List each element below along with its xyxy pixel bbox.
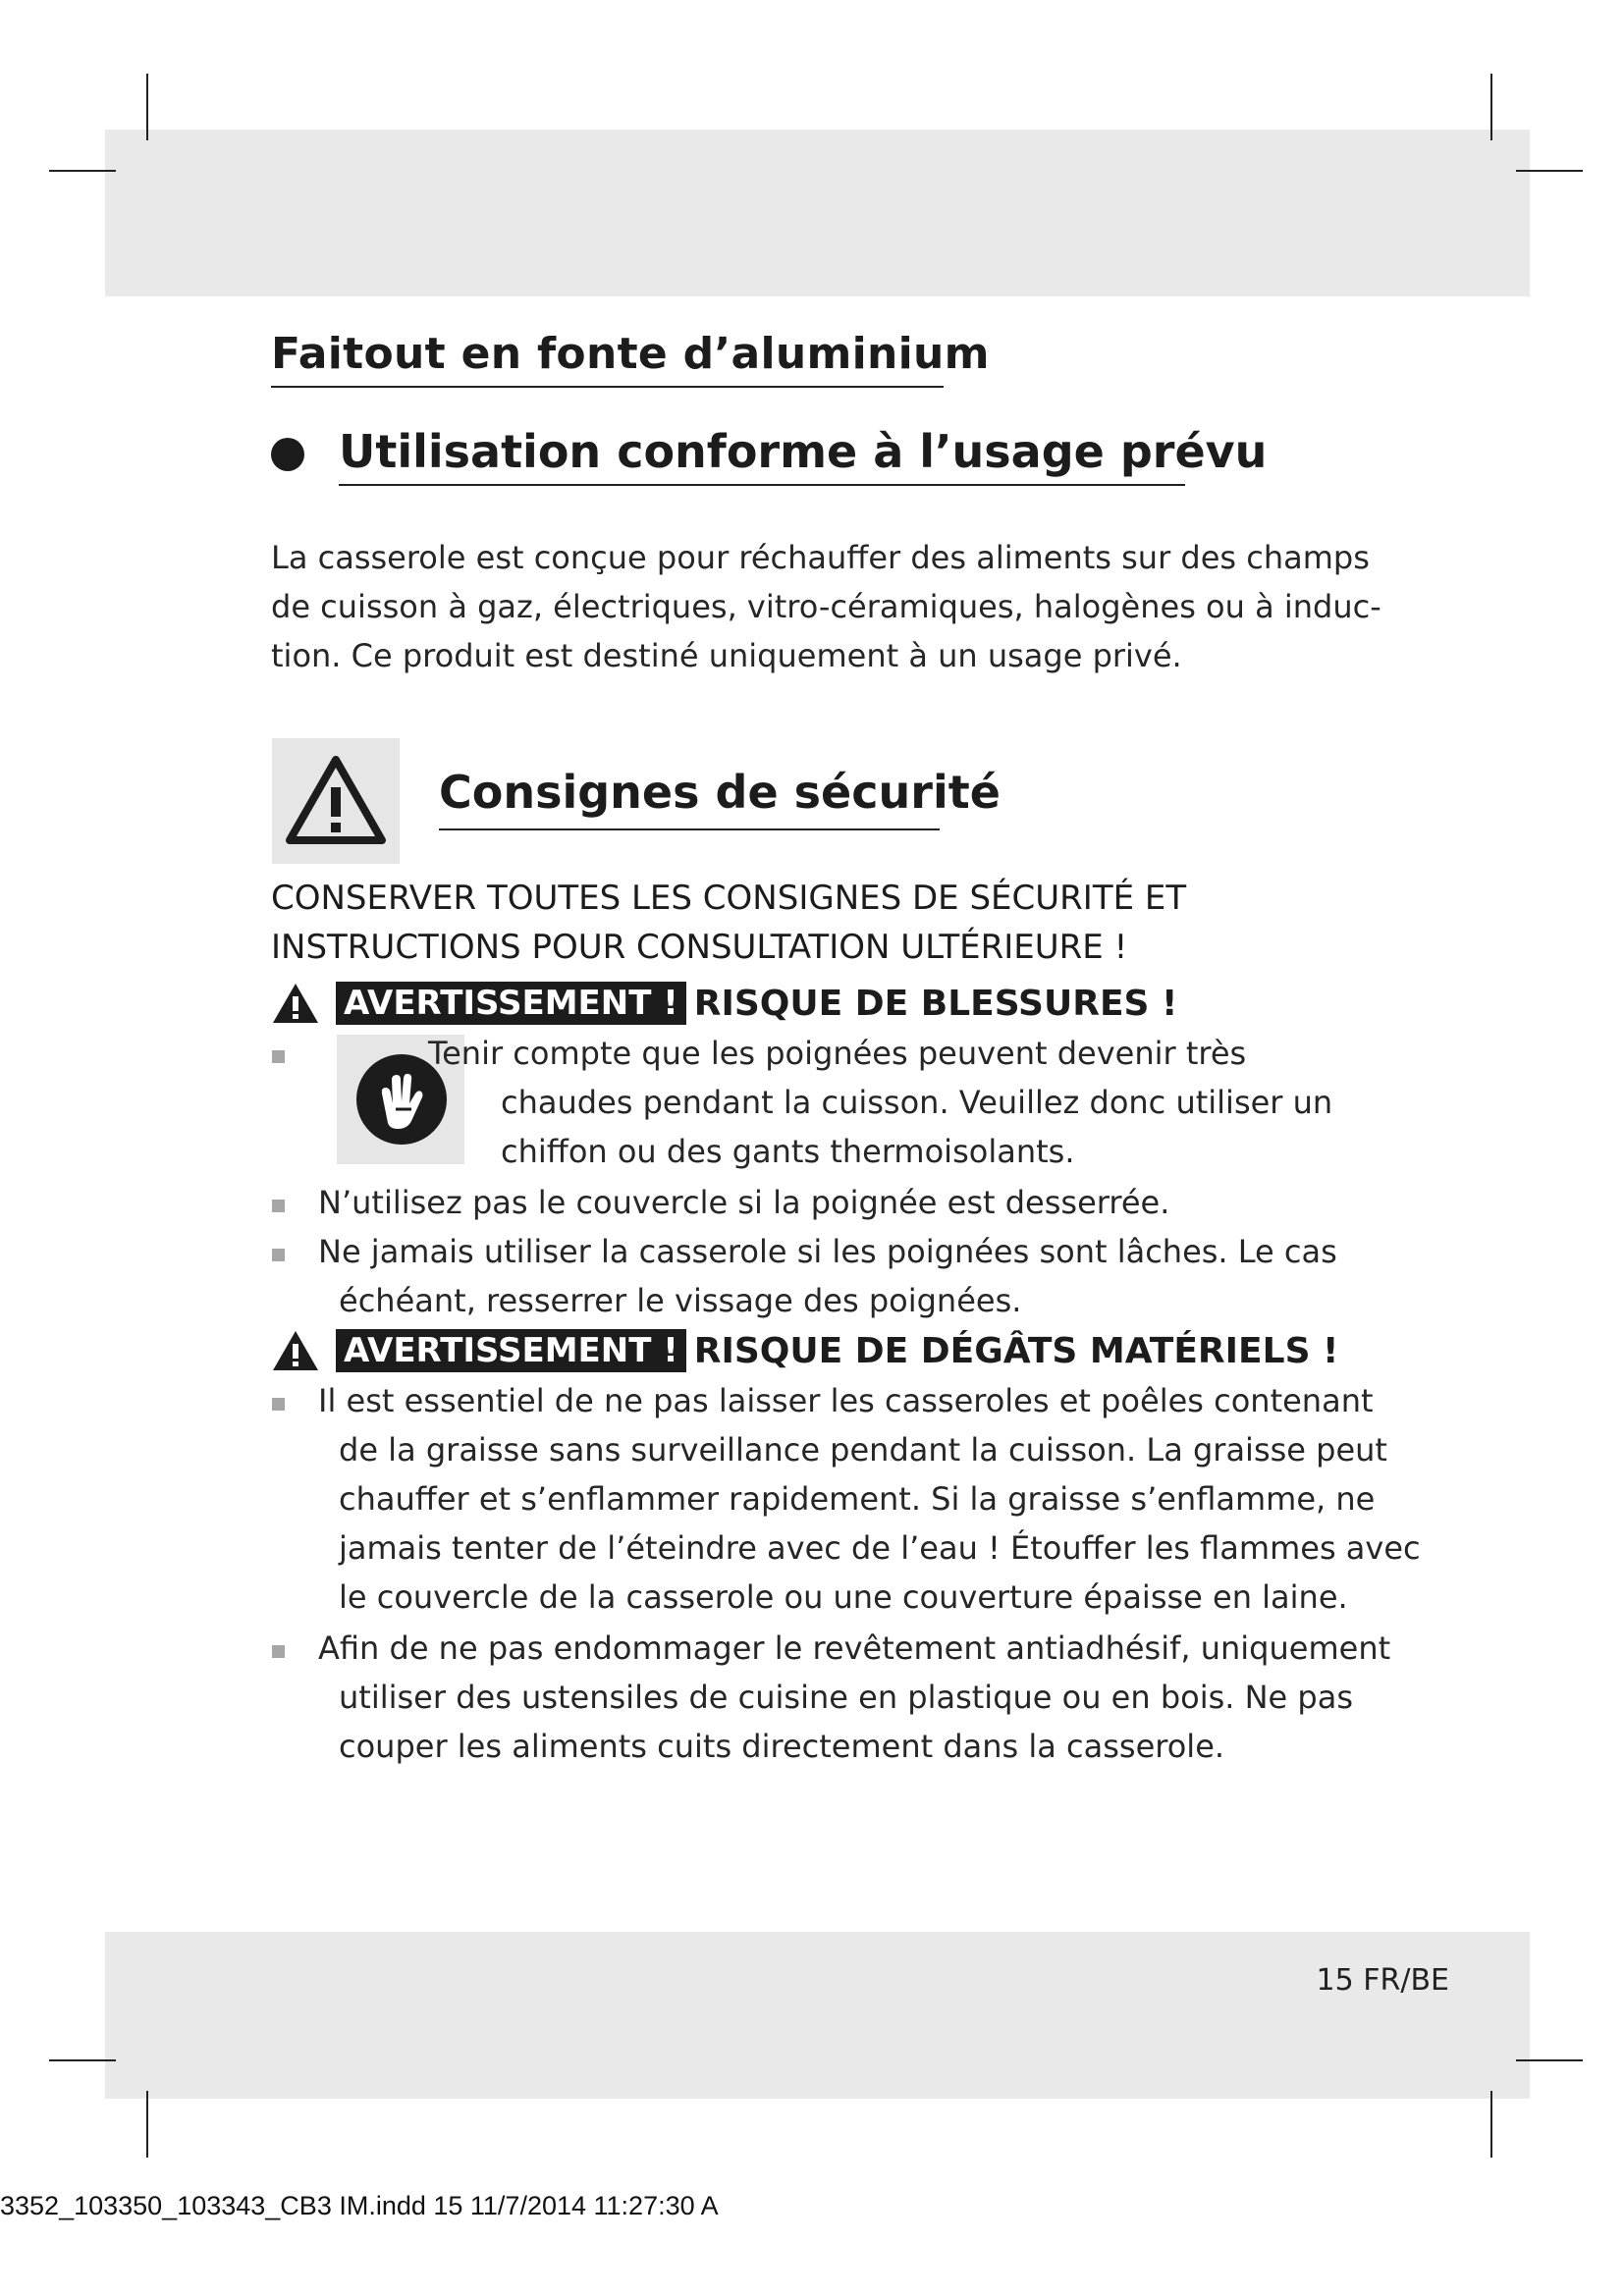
- keep-instructions-text: [271, 874, 1186, 972]
- bullet-text: Tenir compte que les poignées peuvent devenir très: [428, 1035, 1247, 1072]
- bullet-icon: [272, 1050, 285, 1063]
- warning-triangle-icon: [271, 982, 320, 1025]
- intro-line: La casserole est conçue pour réchauffer des aliments sur des champs: [271, 539, 1370, 576]
- bullet-text: chiffon ou des gants thermoisolants.: [501, 1133, 1075, 1170]
- section-underline: [339, 484, 1185, 486]
- warning-risk: RISQUE DE DÉGÂTS MATÉRIELS !: [693, 1330, 1339, 1371]
- warning-risk: RISQUE DE BLESSURES !: [693, 983, 1178, 1024]
- bullet-text: échéant, resserrer le vissage des poignées.: [339, 1282, 1022, 1319]
- footer-band: [105, 1932, 1530, 2099]
- section-title: Utilisation conforme à l’usage prévu: [339, 425, 1268, 478]
- crop-mark: [49, 2059, 116, 2061]
- warning-label: AVERTISSEMENT !: [336, 982, 686, 1025]
- crop-mark: [49, 170, 116, 172]
- safety-title: Consignes de sécurité: [439, 766, 1001, 819]
- bullet-icon: [272, 1398, 285, 1411]
- safety-underline: [439, 828, 940, 830]
- intro-paragraph: [271, 533, 1381, 680]
- bullet-text: Ne jamais utiliser la casserole si les poignées sont lâches. Le cas: [318, 1233, 1337, 1270]
- warning-triangle-icon: [271, 1329, 320, 1372]
- bullet-text: utiliser des ustensiles de cuisine en plastique ou en bois. Ne pas: [339, 1679, 1353, 1716]
- title-underline: [271, 386, 944, 388]
- bullet-icon: [272, 1645, 285, 1658]
- warning-triangle-icon: [272, 738, 400, 864]
- bullet-text: le couvercle de la casserole ou une couverture épaisse en laine.: [339, 1578, 1348, 1616]
- intro-line: de cuisson à gaz, électriques, vitro-céramiques, halogènes ou à induc-: [271, 588, 1381, 625]
- bullet-text: Afin de ne pas endommager le revêtement antiadhésif, uniquement: [318, 1629, 1391, 1667]
- bullet-text: chauffer et s’enflammer rapidement. Si la graisse s’enflamme, ne: [339, 1480, 1376, 1518]
- bullet-text: N’utilisez pas le couvercle si la poignée est desserrée.: [318, 1184, 1170, 1221]
- crop-mark: [1490, 2091, 1492, 2158]
- crop-mark: [146, 74, 148, 140]
- crop-mark: [1516, 170, 1583, 172]
- crop-mark: [146, 2091, 148, 2158]
- intro-line: tion. Ce produit est destiné uniquement à un usage privé.: [271, 637, 1182, 674]
- crop-mark: [1490, 74, 1492, 140]
- bullet-icon: [272, 1249, 285, 1261]
- warning-damage: [271, 1327, 1338, 1374]
- print-slug: 3352_103350_103343_CB3 IM.indd 15 11/7/2014 11:27:30 A: [0, 2191, 719, 2220]
- bullet-text: chaudes pendant la cuisson. Veuillez donc utiliser un: [501, 1084, 1333, 1121]
- page-number: 15 FR/BE: [1316, 1963, 1449, 1998]
- section-bullet-icon: [271, 438, 304, 471]
- bullet-text: Il est essentiel de ne pas laisser les casseroles et poêles contenant: [318, 1382, 1374, 1419]
- bullet-text: jamais tenter de l’éteindre avec de l’eau ! Étouffer les flammes avec: [339, 1529, 1421, 1567]
- crop-mark: [1516, 2059, 1583, 2061]
- keep-instructions-line: CONSERVER TOUTES LES CONSIGNES DE SÉCURITÉ ET: [271, 879, 1187, 918]
- bullet-text: couper les aliments cuits directement dans la casserole.: [339, 1728, 1225, 1765]
- bullet-text: de la graisse sans surveillance pendant la cuisson. La graisse peut: [339, 1431, 1387, 1468]
- warning-injury: [271, 980, 1177, 1027]
- warning-label: AVERTISSEMENT !: [336, 1329, 686, 1372]
- header-band: [105, 130, 1530, 296]
- page-title: Faitout en fonte d’aluminium: [271, 329, 990, 379]
- bullet-icon: [272, 1200, 285, 1212]
- keep-instructions-line: INSTRUCTIONS POUR CONSULTATION ULTÉRIEURE !: [271, 928, 1128, 967]
